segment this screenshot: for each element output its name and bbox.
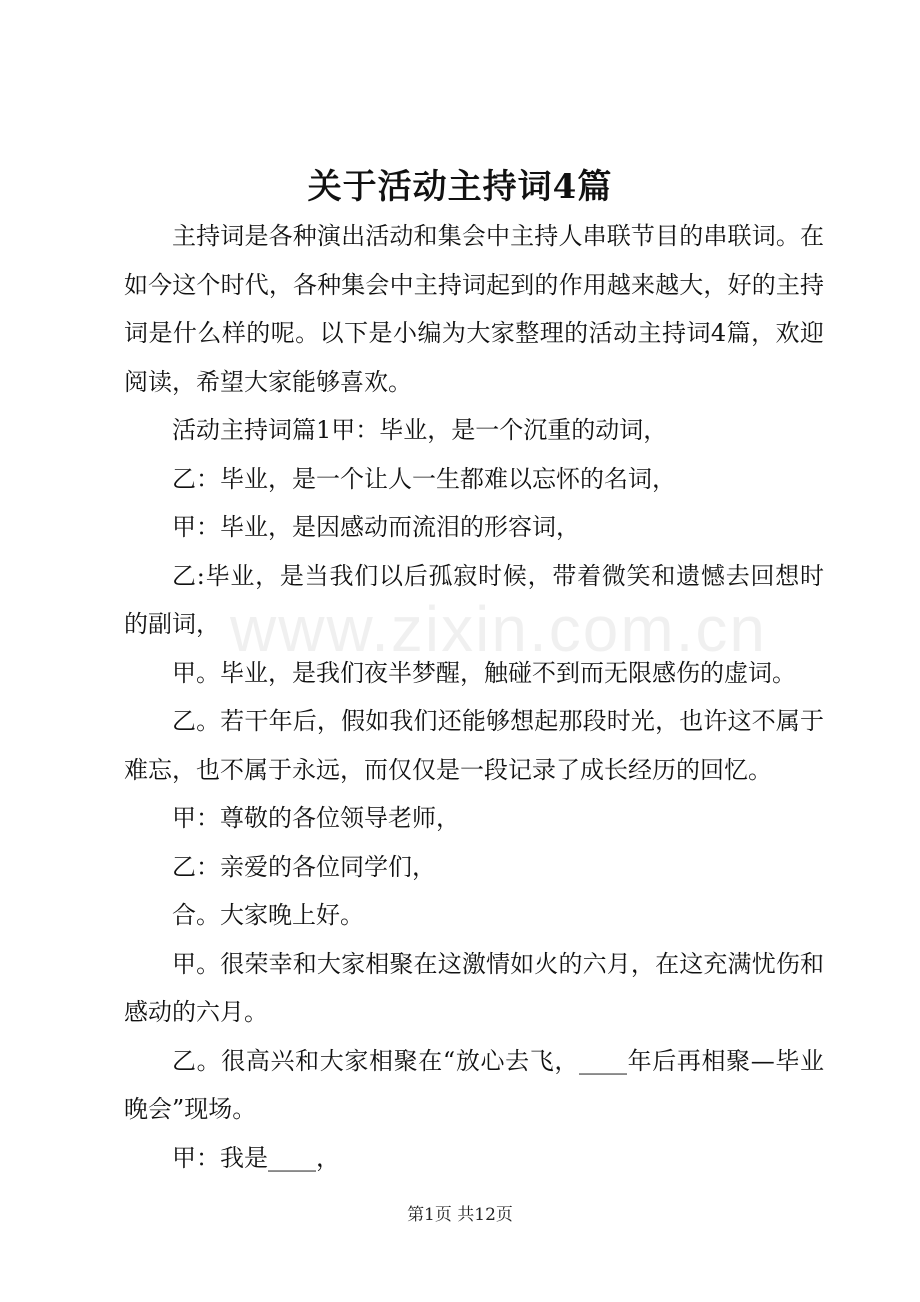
- paragraph: 甲。很荣幸和大家相聚在这激情如火的六月，在这充满忧伤和感动的六月。: [124, 949, 824, 1026]
- watermark: www.zixin.com.cn: [230, 593, 767, 665]
- page-footer: 第1页 共12页: [407, 1205, 513, 1225]
- document-body: [124, 212, 824, 1182]
- paragraph: 乙。若干年后，假如我们还能够想起那段时光，也许这不属于难忘，也不属于永远，而仅仅是一段记录了成长经历的回忆。: [124, 707, 824, 784]
- paragraph: 乙：毕业，是一个让人一生都难以忘怀的名词，: [172, 464, 676, 493]
- paragraph: 活动主持词篇1甲：毕业，是一个沉重的动词，: [172, 416, 668, 444]
- paragraph: 甲。毕业，是我们夜半梦醒，触碰不到而无限感伤的虚词。: [172, 658, 796, 687]
- paragraph: 乙：亲爱的各位同学们，: [172, 852, 436, 881]
- paragraph: 甲：毕业，是因感动而流泪的形容词，: [172, 513, 580, 541]
- paragraph: 甲：尊敬的各位领导老师，: [172, 804, 460, 832]
- paragraph: 乙:毕业，是当我们以后孤寂时候，带着微笑和遗憾去回想时的副词，: [124, 561, 824, 638]
- document-title: 关于活动主持词4篇: [307, 167, 613, 207]
- paragraph: 乙。很高兴和大家相聚在“放心去飞，____年后再相聚—毕业晚会”现场。: [124, 1046, 824, 1123]
- paragraph: 甲：我是____，: [172, 1143, 340, 1172]
- paragraph: 合。大家晚上好。: [172, 901, 364, 929]
- paragraph-intro: 主持词是各种演出活动和集会中主持人串联节目的串联词。在如今这个时代，各种集会中主持词起到的作用越来越大，好的主持词是什么样的呢。以下是小编为大家整理的活动主持词4篇，欢迎阅读，希望大家能够喜欢。: [124, 222, 824, 396]
